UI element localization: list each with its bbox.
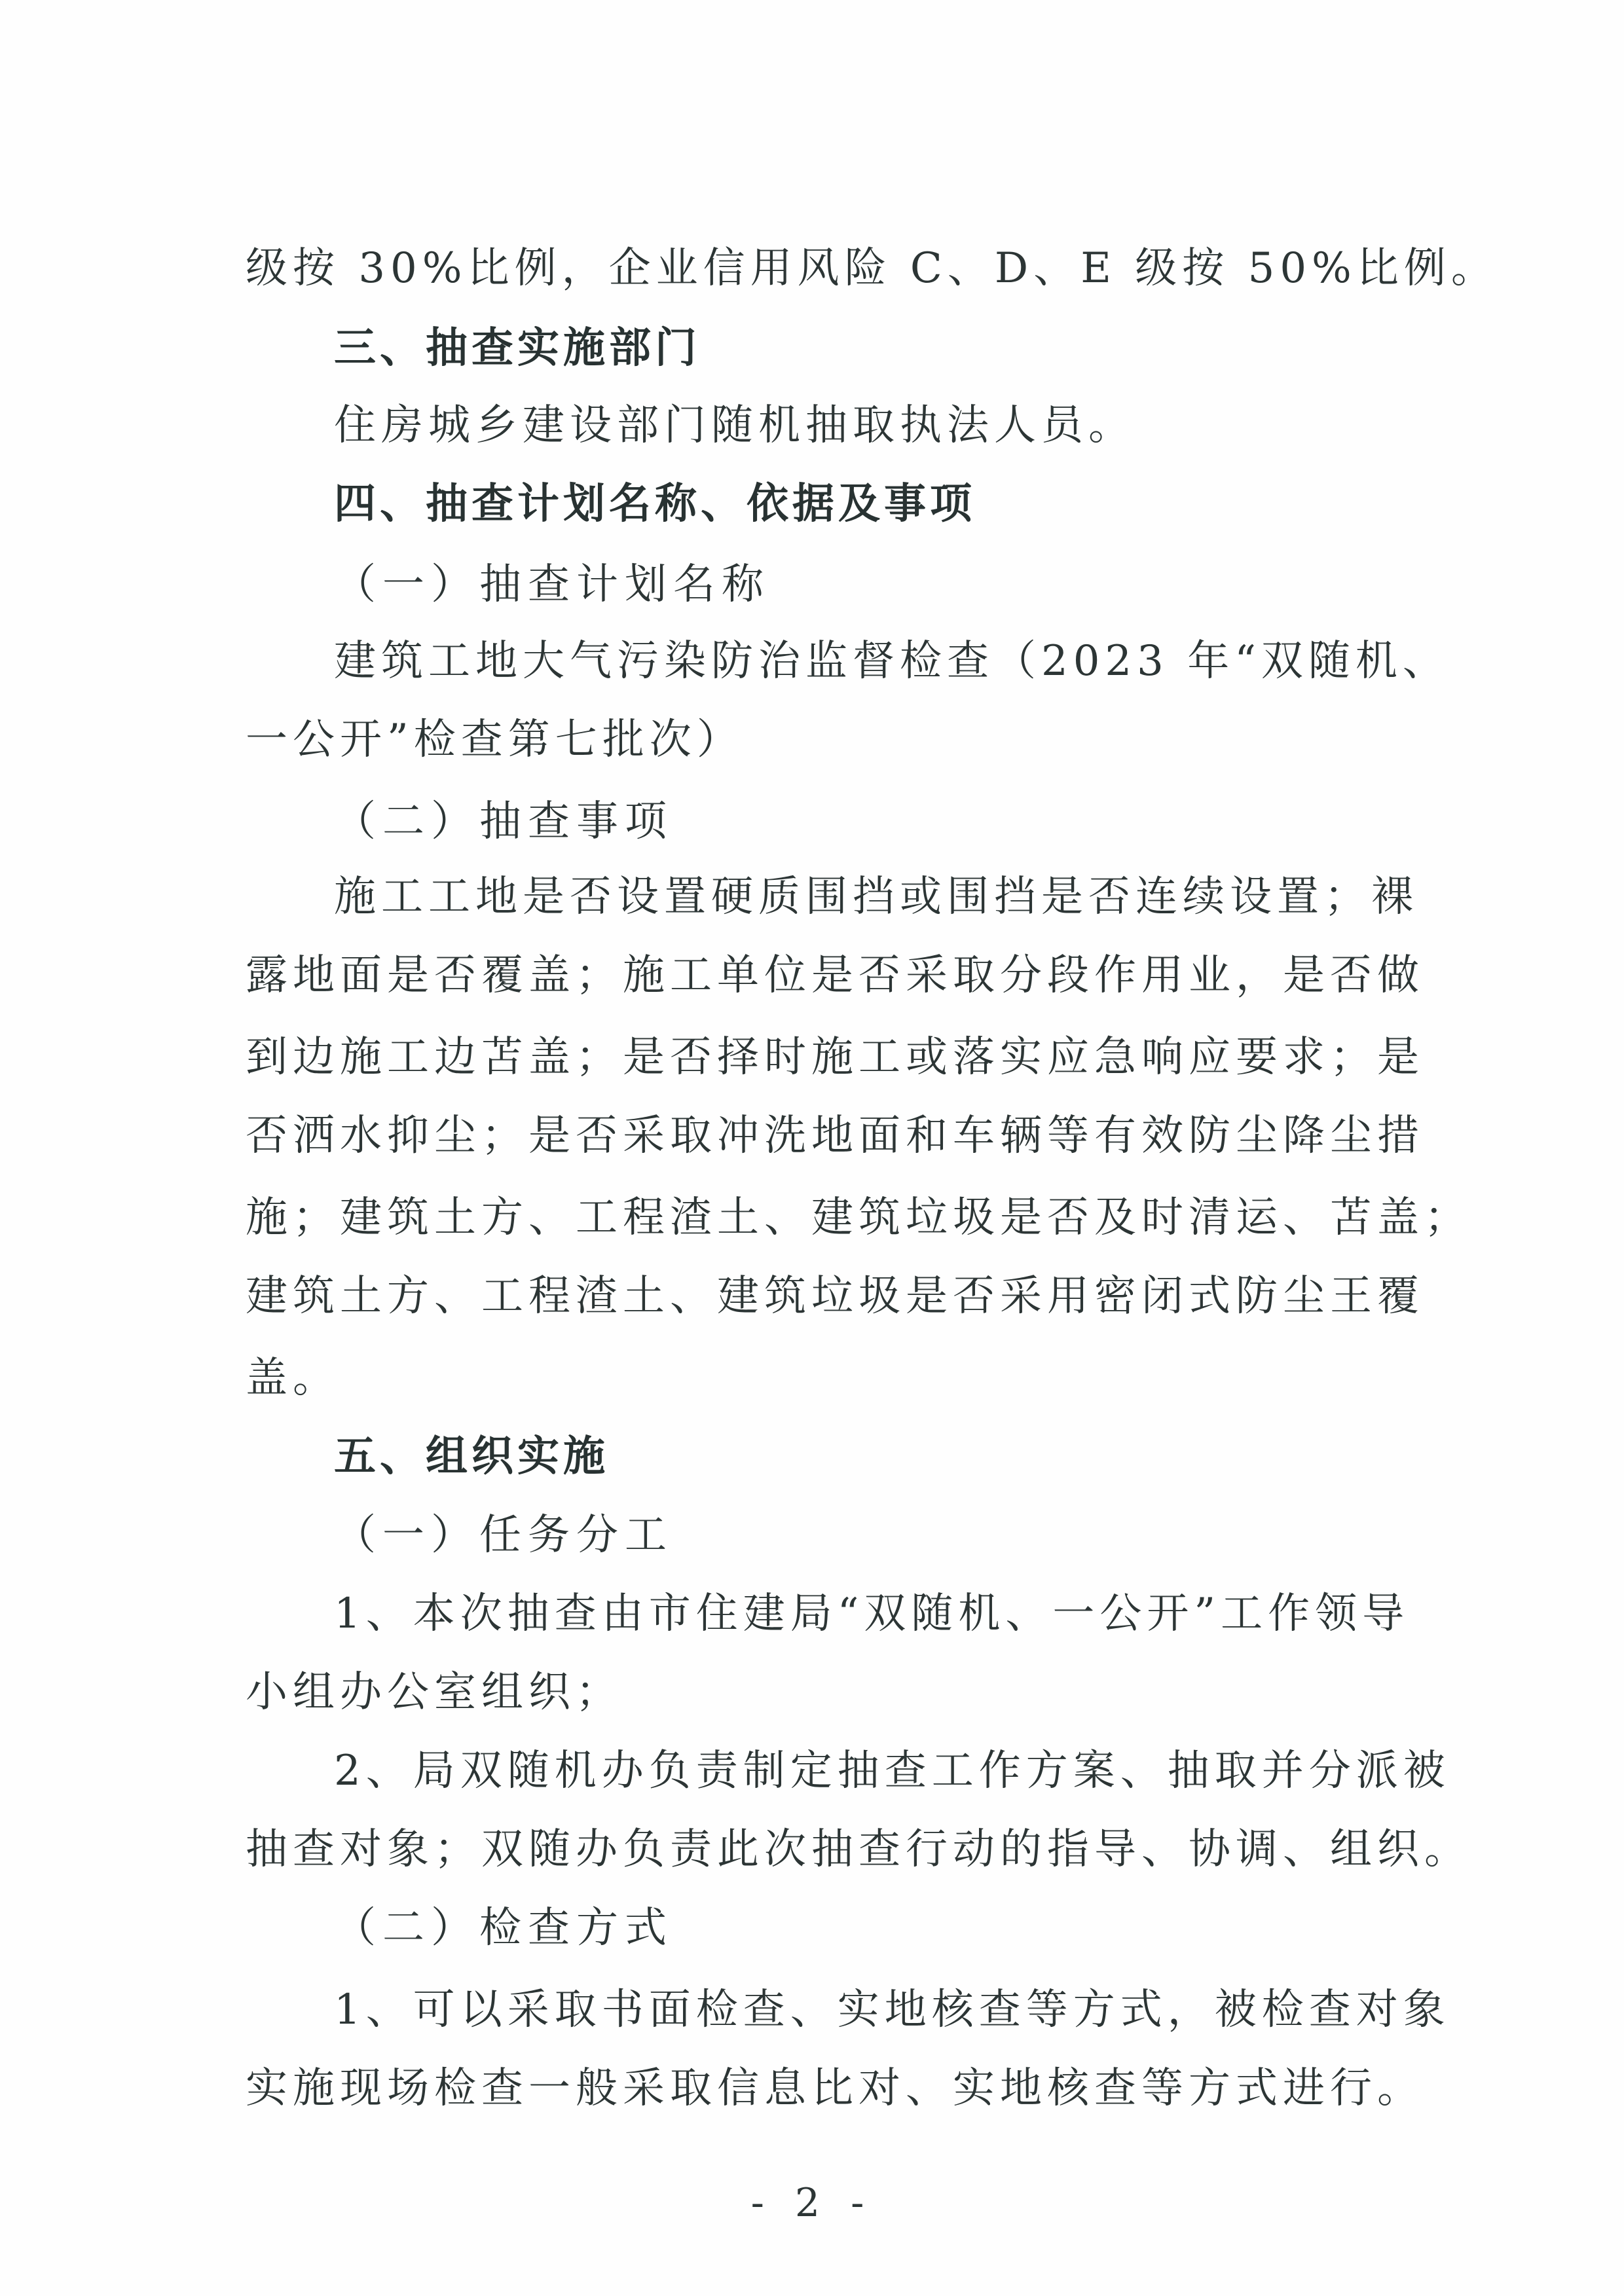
subsection-heading-items: （二）抽查事项	[334, 797, 673, 846]
paragraph-line: 施工工地是否设置硬质围挡或围挡是否连续设置；裸	[334, 873, 1418, 921]
paragraph-line: 盖。	[246, 1354, 340, 1402]
paragraph-line: 住房城乡建设部门随机抽取执法人员。	[334, 401, 1135, 450]
paragraph-line: 1、本次抽查由市住建局“双随机、一公开”工作领导	[334, 1590, 1410, 1638]
paragraph-line: 建筑工地大气污染防治监督检查（2023 年“双随机、	[334, 637, 1450, 685]
subsection-heading-plan-name: （一）抽查计划名称	[334, 560, 770, 609]
subsection-heading-task-division: （一）任务分工	[334, 1511, 673, 1559]
section-heading-5: 五、组织实施	[334, 1432, 609, 1481]
section-heading-3: 三、抽查实施部门	[334, 324, 701, 373]
paragraph-line: 否洒水抑尘；是否采取冲洗地面和车辆等有效防尘降尘措	[246, 1112, 1424, 1160]
page-number: - 2 -	[750, 2180, 874, 2226]
paragraph-line: 抽查对象；双随办负责此次抽查行动的指导、协调、组织。	[246, 1825, 1471, 1874]
section-heading-4: 四、抽查计划名称、依据及事项	[334, 480, 976, 528]
paragraph-line: 1、可以采取书面检查、实地核查等方式，被检查对象	[334, 1986, 1450, 2034]
paragraph-line: 到边施工边苫盖；是否择时施工或落实应急响应要求；是	[246, 1033, 1424, 1082]
paragraph-line: 建筑土方、工程渣土、建筑垃圾是否采用密闭式防尘王覆	[246, 1272, 1424, 1321]
paragraph-line: 小组办公室组织；	[246, 1668, 623, 1717]
paragraph-line: 级按 30%比例，企业信用风险 C、D、E 级按 50%比例。	[246, 244, 1498, 293]
paragraph-line: 露地面是否覆盖；施工单位是否采取分段作用业，是否做	[246, 951, 1424, 1000]
subsection-heading-inspection-method: （二）检查方式	[334, 1904, 673, 1952]
paragraph-line: 实施现场检查一般采取信息比对、实地核查等方式进行。	[246, 2064, 1424, 2113]
paragraph-line: 施；建筑土方、工程渣土、建筑垃圾是否及时清运、苫盖；	[246, 1194, 1471, 1242]
paragraph-line: 一公开”检查第七批次）	[246, 716, 744, 764]
paragraph-line: 2、局双随机办负责制定抽查工作方案、抽取并分派被	[334, 1747, 1450, 1795]
